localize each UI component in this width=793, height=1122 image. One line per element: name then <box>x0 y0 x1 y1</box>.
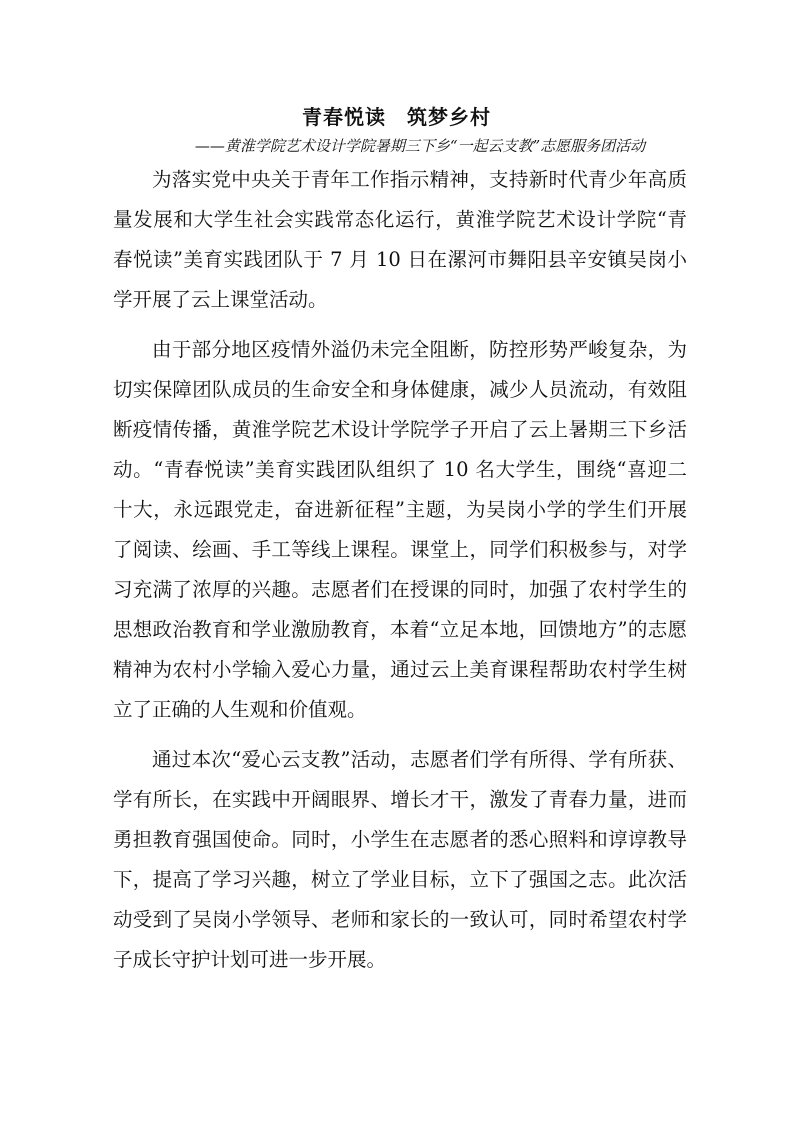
paragraph-1: 为落实党中央关于青年工作指示精神，支持新时代青少年高质量发展和大学生社会实践常态化运行，黄淮学院艺术设计学院“青春悦读”美育实践团队于 7 月 10 日在漯河市舞阳县辛安镇吴岗小学开展了云上课堂活动。 <box>113 168 687 311</box>
document-title: 青春悦读 筑梦乡村 <box>302 105 491 129</box>
document-subtitle: ——黄淮学院艺术设计学院暑期三下乡“一起云支教”志愿服务团活动 <box>194 137 646 155</box>
document-body <box>113 160 687 980</box>
paragraph-2: 由于部分地区疫情外溢仍未完全阻断，防控形势严峻复杂，为切实保障团队成员的生命安全和身体健康，减少人员流动，有效阻断疫情传播，黄淮学院艺术设计学院学子开启了云上暑期三下乡活动。“青春悦读”美育实践团队组织了 10 名大学生，围绕“喜迎二十大，永远跟党走，奋进新征程”主题，为吴岗小学的学生们开展了阅读、绘画、手工等线上课程。课堂上，同学们积极参与，对学习充满了浓厚的兴趣。志愿者们在授课的同时，加强了农村学生的思想政治教育和学业激励教育，本着“立足本地，回馈地方”的志愿精神为农村小学输入爱心力量，通过云上美育课程帮助农村学生树立了正确的人生观和价值观。 <box>113 338 687 721</box>
paragraph-3: 通过本次“爱心云支教”活动，志愿者们学有所得、学有所获、学有所长，在实践中开阔眼界、增长才干，激发了青春力量，进而勇担教育强国使命。同时，小学生在志愿者的悉心照料和谆谆教导下，提高了学习兴趣，树立了学业目标，立下了强国之志。此次活动受到了吴岗小学领导、老师和家长的一致认可，同时希望农村学子成长守护计划可进一步开展。 <box>113 748 687 971</box>
